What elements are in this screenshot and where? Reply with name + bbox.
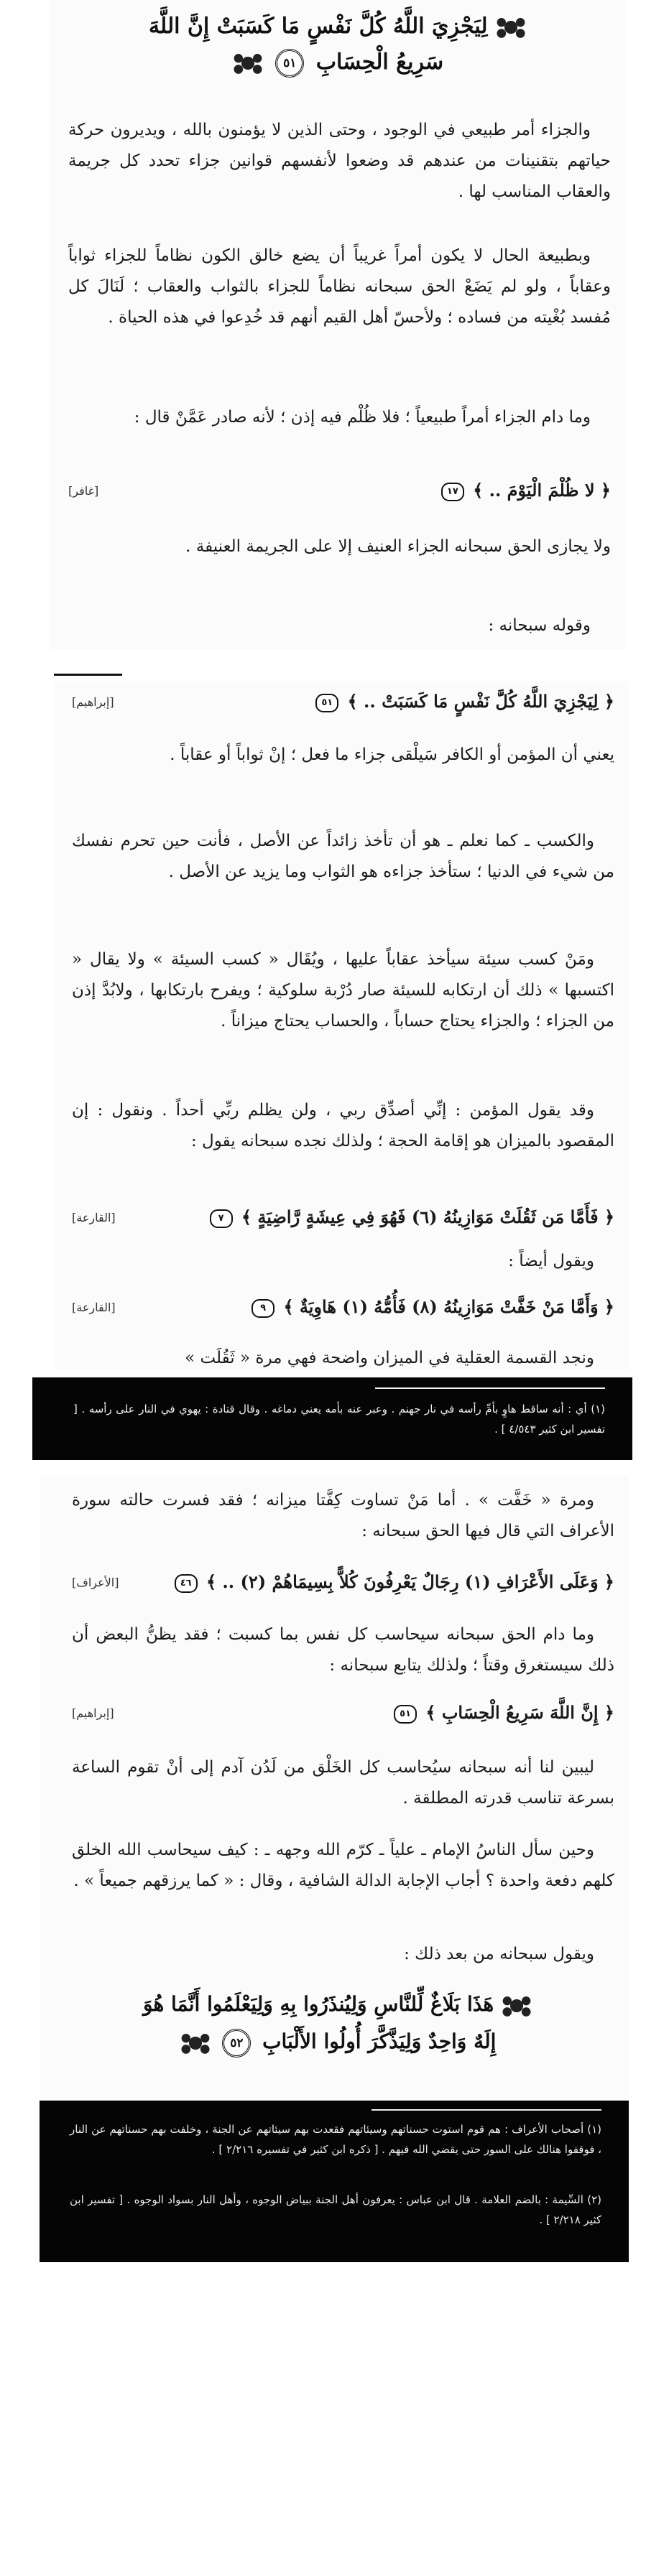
paragraph: ويقول أيضاً : [508, 1252, 594, 1270]
verse-text-line2: إِلَهٌ وَاحِدٌ وَلِيَذَّكَّرَ أُولُوا الأَلْبَابِ [262, 2029, 497, 2053]
ornament-icon [232, 51, 264, 75]
quran-quote [72, 1296, 614, 1328]
paragraph: وما دام الجزاء أمراً طبيعياً ؛ فلا ظُلْم فيه إذن ؛ لأنه صادر عَمَّنْ قال : [134, 408, 591, 427]
footnote-1: (١) أي : أنه ساقط هاوٍ بأمِّ رأسه في نار جهنم . وعبر عنه بأمه يعني دماغه . وقال قتادة : يهوي في النار على رأسه . [ تفسير ابن كثير ٤/٥٤٣ ] . [73, 1403, 605, 1436]
quran-quote [68, 480, 611, 511]
paragraph: ولا يجازى الحق سبحانه الجزاء العنيف إلا على الجريمة العنيفة . [185, 537, 611, 556]
ayah-number-badge: ٥٢ [222, 2029, 251, 2057]
ornament-icon [495, 15, 527, 39]
ayah-number-badge: ٩ [252, 1299, 274, 1318]
paragraph: وقد يقول المؤمن : إنِّي أصدِّق ربي ، ولن يظلم ربِّي أحداً . ونقول : إن المقصود بالميزان هو إقامة الحجة ؛ ولذلك نجده سبحانه يقول : [72, 1101, 614, 1150]
paragraph: والكسب ـ كما نعلم ـ هو أن تأخذ زائداً عن الأصل ، فأنت حين تحرم نفسك من شيء في الدنيا ؛ ستأخذ جزاءه هو الثواب وما يزيد عن الأصل . [72, 832, 614, 881]
quran-quote [72, 691, 614, 722]
footnote-1: (١) أصحاب الأعراف : هم قوم استوت حسناتهم وسيئاتهم فقعدت بهم سيئاتهم عن الجنة ، وخلفت بهم حسناتهم عن النار ، فوقفوا هنالك على السور حتى يقضي الله فيهم . [ ذكره ابن كثير في تفسيره ٢/٢١٦ ] . [70, 2123, 601, 2156]
ayah-number-badge: ٥١ [275, 49, 304, 78]
verse-header-51 [129, 9, 546, 80]
footnote-box [40, 2101, 629, 2262]
footnote-2: (٢) السِّيمة : بالضم العلامة . قال ابن عباس : يعرفون أهل الجنة ببياض الوجوه ، وأهل النار بسواد الوجوه . [ تفسير ابن كثير ٢/٢١٨ ] . [70, 2193, 601, 2226]
footnote-box [32, 1377, 632, 1460]
quote-text: ﴿ لِيَجْزِيَ اللَّهُ كُلَّ نَفْسٍ مَا كَسَبَتْ .. ﴾ [347, 691, 614, 712]
paragraph: ومرة « خَفَّت » . أما مَنْ تساوت كِفَّتا ميزانه ؛ فقد فسرت حالته سورة الأعراف التي قال فيها الحق سبحانه : [72, 1491, 614, 1540]
paragraph: يعني أن المؤمن أو الكافر سَيلْقى جزاء ما فعل ؛ إنْ ثواباً أو عقاباً . [170, 745, 614, 764]
quote-text: ﴿ وَعَلَى الأَعْرَافِ (١) رِجَالٌ يَعْرِفُونَ كُلاًّ بِسِيمَاهُمْ (٢) .. ﴾ [206, 1571, 614, 1592]
quote-text: ﴿ فَأَمَّا مَن ثَقُلَتْ مَوَازِينُهُ (٦) فَهُوَ فِي عِيشَةٍ رَّاضِيَةٍ ﴾ [241, 1206, 614, 1227]
surah-reference: [الأعراف] [72, 1576, 119, 1589]
quran-quote [72, 1571, 614, 1603]
quote-text: ﴿ إِنَّ اللَّهَ سَرِيعُ الْحِسَابِ ﴾ [425, 1702, 614, 1723]
surah-reference: [القارعة] [72, 1211, 116, 1224]
surah-reference: [غافر] [68, 484, 99, 498]
footnote-rule [375, 1387, 605, 1389]
paragraph: وبطبيعة الحال لا يكون أمراً غريباً أن يضع خالق الكون نظاماً للجزاء ثواباً وعقاباً ، ولو لم يَضَعْ الحق سبحانه نظاماً للجزاء بالثواب والعقاب ؛ لَنَالَ كل مُفسد بُغْيته من فساده ؛ ولأحسّ أهل القيم أنهم قد خُدِعوا في هذه الحياة . [68, 246, 611, 327]
paragraph: ونجد القسمة العقلية في الميزان واضحة فهي مرة « ثَقُلَت » [185, 1349, 594, 1367]
ayah-number-badge: ٥١ [394, 1705, 417, 1724]
page-divider [54, 674, 122, 676]
paragraph: وحين سأل الناسُ الإمام ـ علياً ـ كرّم الله وجهه ـ : كيف سيحاسب الله الخلق كلهم دفعة واحدة ؟ أجاب الإجابة الدالة الشافية ، وقال : « كما يرزقهم جميعاً » . [72, 1841, 614, 1890]
quote-text: ﴿ وَأَمَّا مَنْ خَفَّتْ مَوَازِينُهُ (٨) فَأُمُّهُ (١) هَاوِيَةٌ ﴾ [283, 1296, 614, 1317]
paragraph: ومَنْ كسب سيئة سيأخذ عقاباً عليها ، ويُقَال « كسب السيئة » ولا يقال « اكتسبها » ذلك أن ارتكابه للسيئة صار دُرْبة سلوكية ؛ ويفرح بارتكابها ، ولابُدَّ إذن من الجزاء ؛ والجزاء يحتاج حساباً ، والحساب يحتاج ميزاناً . [72, 950, 614, 1031]
verse-text-line2: سَرِيعُ الْحِسَابِ [315, 50, 444, 75]
ayah-number-badge: ٤٦ [175, 1574, 198, 1593]
paragraph: وما دام الحق سبحانه سيحاسب كل نفس بما كسبت ؛ فقد يظنُّ البعض أن ذلك سيستغرق وقتاً ؛ ولذلك يتابع سبحانه : [72, 1625, 614, 1675]
verse-text-line1: لِيَجْزِيَ اللَّهُ كُلَّ نَفْسٍ مَا كَسَبَتْ إِنَّ اللَّهَ [148, 14, 488, 39]
ornament-icon [180, 2031, 211, 2055]
surah-reference: [إبراهيم] [72, 695, 114, 709]
ayah-number-badge: ١٧ [441, 483, 464, 501]
paragraph: وقوله سبحانه : [488, 616, 591, 635]
paragraph: والجزاء أمر طبيعي في الوجود ، وحتى الذين لا يؤمنون بالله ، ويديرون حركة حياتهم بتقنينات من عندهم قد وضعوا لأنفسهم قوانين جزاء تحدد كل جريمة والعقاب المناسب لها . [68, 121, 611, 201]
quote-text: ﴿ لا ظُلْمَ الْيَوْمَ .. ﴾ [473, 480, 611, 501]
paragraph: ويقول سبحانه من بعد ذلك : [404, 1945, 594, 1963]
ayah-number-badge: ٥١ [315, 694, 338, 712]
verse-text-line1: هَذَا بَلَاغٌ لِّلنَّاسِ وَلِيُنذَرُوا بِهِ وَلِيَعْلَمُوا أَنَّمَا هُوَ [143, 1992, 494, 2016]
ornament-icon [501, 1994, 532, 2018]
footnote-rule [372, 2109, 601, 2111]
paragraph: ليبين لنا أنه سبحانه سيُحاسب كل الخَلْق من لَدُن آدم إلى أنْ تقوم الساعة بسرعة تناسب قدرته المطلقة . [72, 1758, 614, 1808]
surah-reference: [القارعة] [72, 1301, 116, 1314]
quran-quote [72, 1702, 614, 1734]
surah-reference: [إبراهيم] [72, 1706, 114, 1720]
quran-quote [72, 1206, 614, 1238]
ayah-number-badge: ٧ [210, 1209, 233, 1228]
verse-header-52 [101, 1986, 575, 2060]
